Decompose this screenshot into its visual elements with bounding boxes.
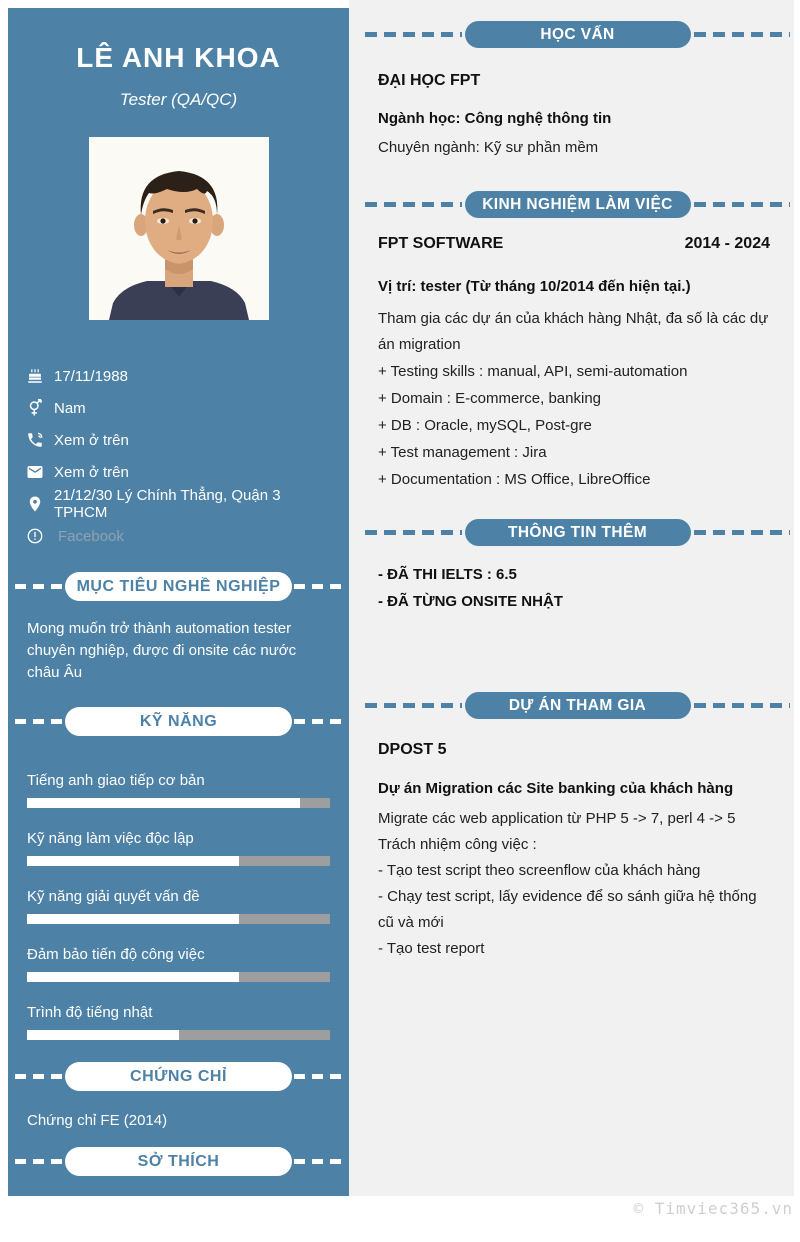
skill-bar-fill — [27, 856, 239, 866]
experience-position: Vị trí: tester (Từ tháng 10/2014 đến hiện tại.) — [378, 278, 691, 295]
info-text: Xem ở trên — [54, 431, 129, 449]
experience-summary: Tham gia các dự án của khách hàng Nhật, đa số là các dự án migration — [378, 310, 769, 353]
dash-line — [15, 1159, 63, 1164]
section-title-pill: THÔNG TIN THÊM — [465, 519, 691, 546]
additional-info-item: - ĐÃ THI IELTS : 6.5 — [378, 566, 517, 583]
dash-line — [15, 584, 63, 589]
skill-bar-track — [27, 972, 330, 982]
section-header-additional — [365, 519, 790, 546]
dash-line — [365, 202, 462, 207]
skill-label: Tiếng anh giao tiếp cơ bản — [27, 772, 205, 789]
experience-detail-item: + Testing skills : manual, API, semi-automation — [378, 363, 688, 380]
section-header-projects — [365, 692, 790, 719]
info-text: 17/11/1988 — [54, 367, 128, 385]
project-detail-item: - Tạo test report — [378, 940, 485, 957]
info-email — [26, 456, 335, 488]
dash-line — [294, 1074, 342, 1079]
skill-label: Đảm bảo tiến độ công việc — [27, 946, 205, 963]
dash-line — [365, 530, 462, 535]
dash-line — [694, 32, 791, 37]
info-text: Xem ở trên — [54, 463, 129, 481]
skill-label: Trình độ tiếng nhật — [27, 1004, 153, 1021]
skills-list — [27, 772, 330, 1040]
education-specialty: Chuyên ngành: Kỹ sư phần mềm — [378, 139, 599, 156]
section-title-pill: KỸ NĂNG — [65, 707, 292, 736]
skill-label: Kỹ năng làm việc độc lập — [27, 830, 194, 847]
gender-icon — [26, 399, 44, 417]
info-phone — [26, 424, 335, 456]
skill-item — [27, 830, 330, 866]
dash-line — [694, 703, 791, 708]
profile-photo — [89, 137, 269, 320]
skill-bar-fill — [27, 972, 239, 982]
experience-period: 2014 - 2024 — [684, 235, 770, 252]
info-birthday — [26, 360, 335, 392]
facebook-link[interactable]: Facebook — [58, 527, 124, 545]
info-icon — [26, 527, 44, 545]
additional-info-item: - ĐÃ TỪNG ONSITE NHẬT — [378, 593, 563, 610]
sidebar-section-header-certificates — [8, 1062, 349, 1091]
skill-bar-track — [27, 856, 330, 866]
section-title-pill: CHỨNG CHỈ — [65, 1062, 292, 1091]
info-facebook — [26, 520, 335, 552]
skill-label: Kỹ năng giải quyết vấn đề — [27, 888, 200, 905]
dash-line — [294, 719, 342, 724]
sidebar-section-header-objective — [8, 572, 349, 601]
project-detail-item: Migrate các web application từ PHP 5 -> 7, perl 4 -> 5 — [378, 810, 736, 827]
section-title-pill: SỞ THÍCH — [65, 1147, 292, 1176]
skill-item — [27, 888, 330, 924]
hobby-item: - Sử dụng ngoại ngữ trong cuộc sống — [27, 1199, 277, 1216]
education-major: Ngành học: Công nghệ thông tin — [378, 110, 612, 127]
project-subtitle: Dự án Migration các Site banking của khách hàng — [378, 780, 734, 797]
skill-item — [27, 946, 330, 982]
portrait-illustration — [89, 137, 269, 320]
additional-info-list — [378, 561, 770, 615]
mail-icon — [26, 463, 44, 481]
location-icon — [26, 495, 44, 513]
project-detail-item: - Tạo test script theo screenflow của khách hàng — [378, 862, 701, 879]
project-detail-item: Trách nhiệm công việc : — [378, 836, 537, 853]
phone-icon — [26, 431, 44, 449]
candidate-job-title: Tester (QA/QC) — [119, 90, 238, 109]
candidate-name: LÊ ANH KHOA — [76, 42, 281, 73]
experience-detail-item: + Documentation : MS Office, LibreOffice — [378, 471, 651, 488]
certificate-item: Chứng chỉ FE (2014) — [27, 1112, 168, 1129]
skill-bar-fill — [27, 914, 239, 924]
hobby-item: - Video games — [27, 1222, 124, 1239]
info-text: Nam — [54, 399, 86, 417]
cake-icon — [26, 367, 44, 385]
sidebar-section-header-hobbies — [8, 1147, 349, 1176]
experience-company-row — [378, 235, 770, 253]
skill-item — [27, 1004, 330, 1040]
section-title-pill: MỤC TIÊU NGHỀ NGHIỆP — [65, 572, 292, 601]
info-address — [26, 488, 335, 520]
personal-info-list — [8, 360, 349, 552]
experience-detail-item: + DB : Oracle, mySQL, Post-gre — [378, 417, 592, 434]
dash-line — [365, 703, 462, 708]
watermark: © Timviec365.vn — [633, 1199, 793, 1218]
dash-line — [694, 202, 791, 207]
dash-line — [15, 1074, 63, 1079]
sidebar — [8, 8, 349, 1239]
section-title-pill: DỰ ÁN THAM GIA — [465, 692, 691, 719]
section-header-experience — [365, 191, 790, 218]
sidebar-section-header-skills — [8, 707, 349, 736]
skill-bar-track — [27, 914, 330, 924]
info-gender — [26, 392, 335, 424]
project-detail-item: - Chạy test script, lấy evidence để so sánh giữa hệ thống cũ và mới — [378, 888, 757, 931]
skill-bar-fill — [27, 1030, 179, 1040]
skill-bar-fill — [27, 798, 300, 808]
info-text: 21/12/30 Lý Chính Thẳng, Quận 3 TPHCM — [54, 487, 281, 521]
dash-line — [294, 1159, 342, 1164]
dash-line — [15, 719, 63, 724]
project-name: DPOST 5 — [378, 741, 447, 758]
school-name: ĐẠI HỌC FPT — [378, 72, 481, 89]
experience-detail-item: + Test management : Jira — [378, 444, 547, 461]
hobbies-list — [27, 1196, 330, 1242]
section-header-education — [365, 21, 790, 48]
dash-line — [365, 32, 462, 37]
experience-detail-item: + Domain : E-commerce, banking — [378, 390, 602, 407]
company-name: FPT SOFTWARE — [378, 235, 504, 252]
skill-bar-track — [27, 1030, 330, 1040]
skill-item — [27, 772, 330, 808]
dash-line — [294, 584, 342, 589]
dash-line — [694, 530, 791, 535]
section-title-pill: HỌC VẤN — [465, 21, 691, 48]
objective-text: Mong muốn trở thành automation tester chuyên nghiệp, được đi onsite các nước châu Âu — [27, 620, 297, 681]
experience-details — [378, 358, 770, 493]
skill-bar-track — [27, 798, 330, 808]
main-content — [349, 0, 794, 1196]
project-details — [378, 806, 770, 962]
section-title-pill: KINH NGHIỆM LÀM VIỆC — [465, 191, 691, 218]
